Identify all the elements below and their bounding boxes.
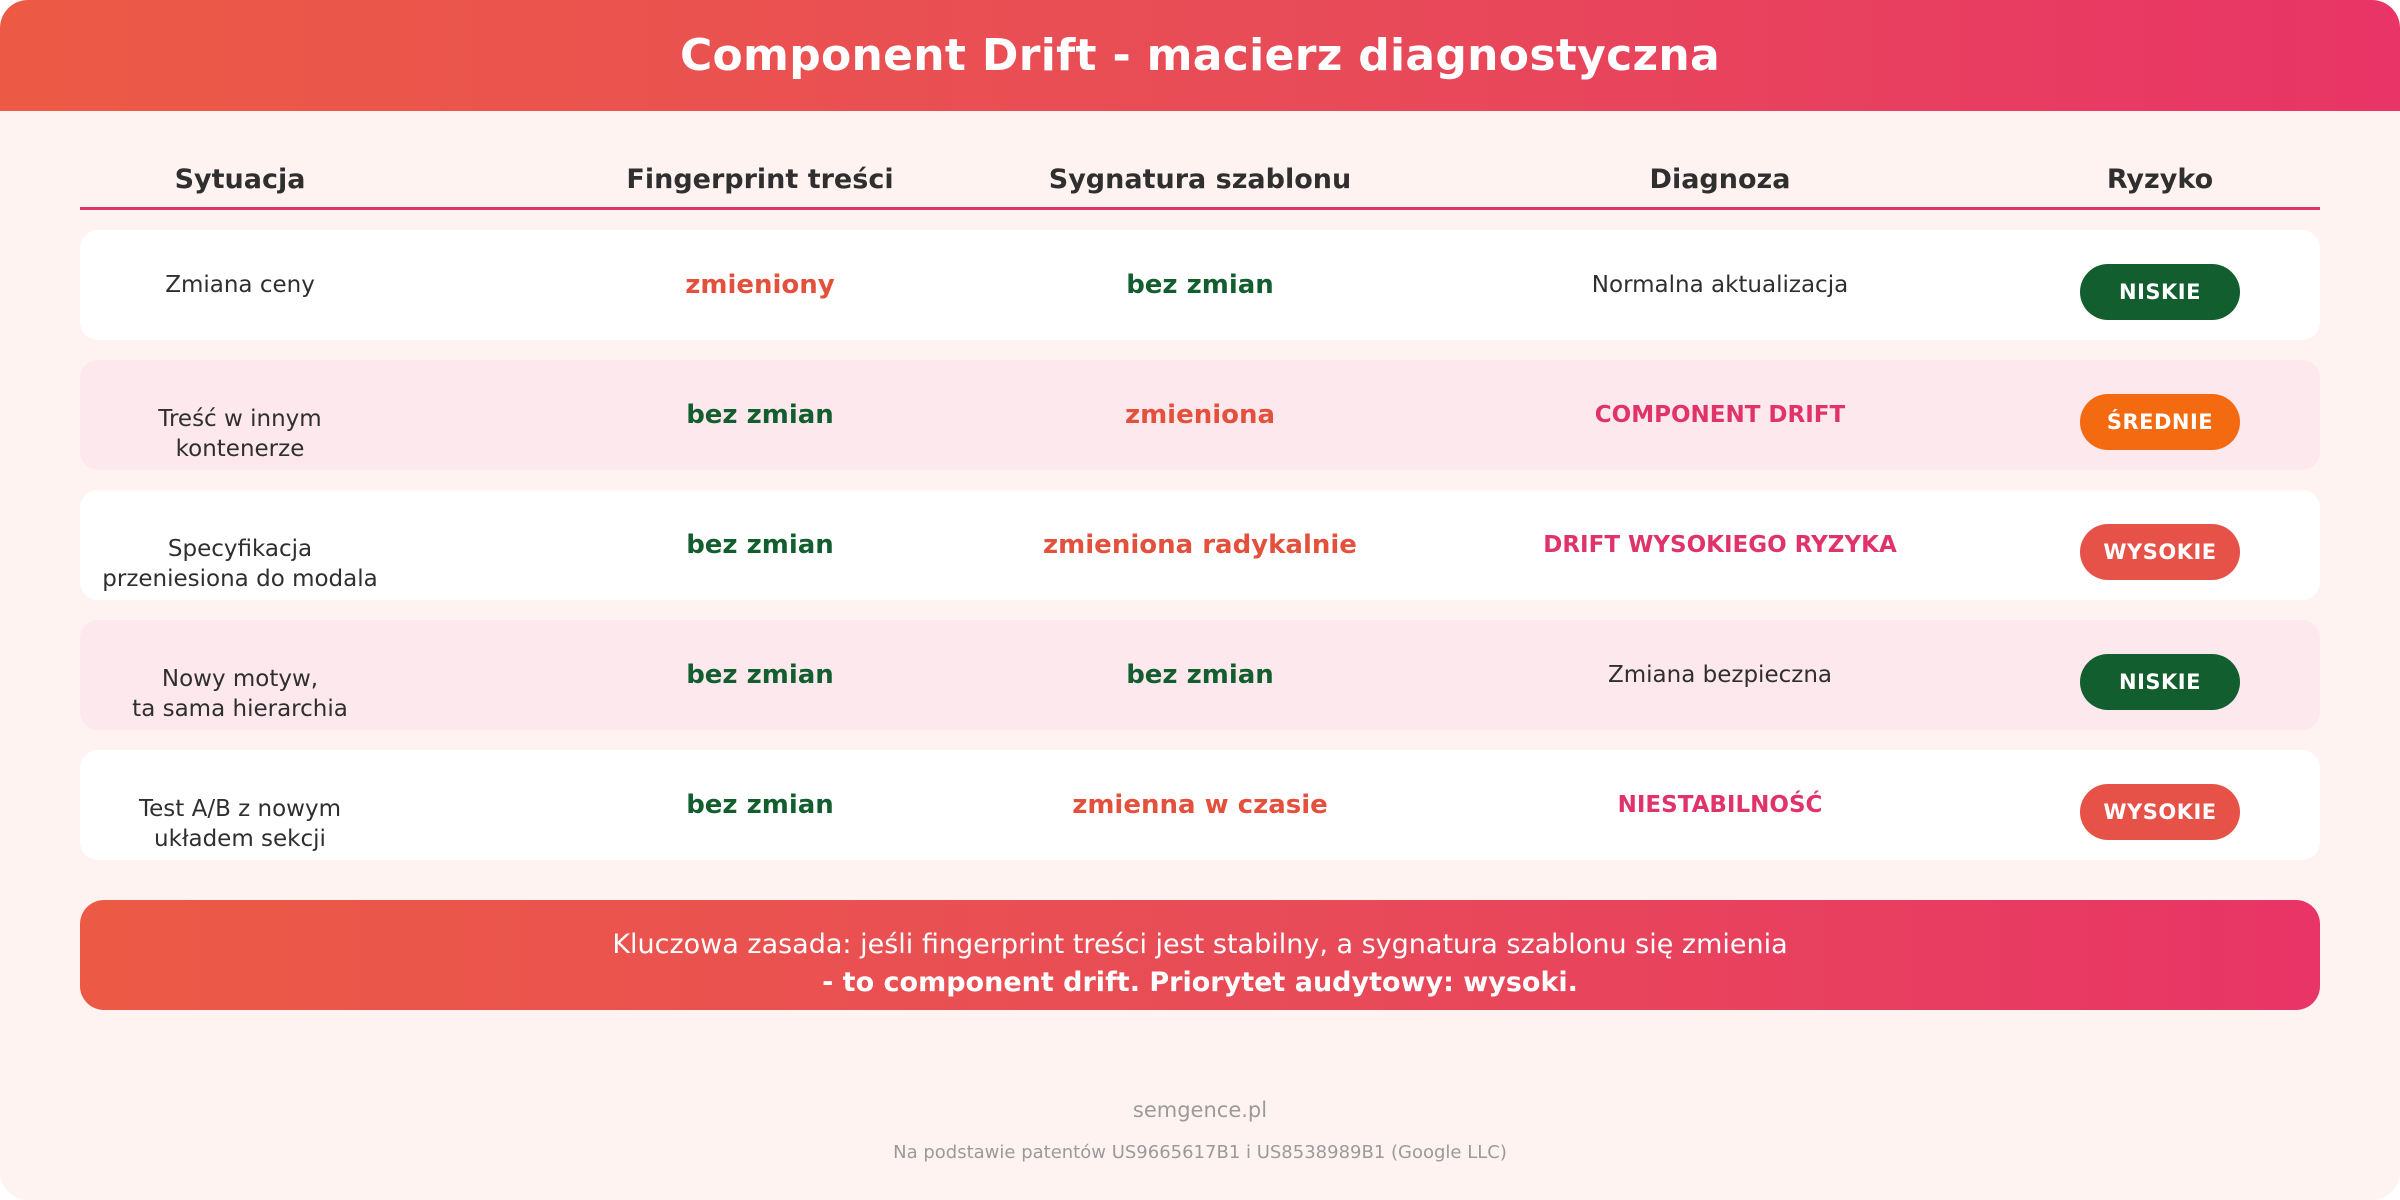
table-row xyxy=(80,230,2320,340)
risk-badge: ŚREDNIE xyxy=(2080,394,2240,450)
footer-site: semgence.pl xyxy=(1132,1098,1268,1122)
fingerprint-cell: bez zmian xyxy=(686,660,834,690)
diagnosis-cell: DRIFT WYSOKIEGO RYZYKA xyxy=(1543,532,1897,558)
situation-line: układem sekcji xyxy=(154,826,326,852)
situation-line: Nowy motyw, xyxy=(161,666,319,692)
risk-badge: NISKIE xyxy=(2080,654,2240,710)
situation-cell xyxy=(132,664,348,724)
table-row xyxy=(80,750,2320,860)
situation-line: ta sama hierarchia xyxy=(132,696,348,722)
template-signature-cell: bez zmian xyxy=(1126,660,1274,690)
diagnosis-cell: COMPONENT DRIFT xyxy=(1594,402,1846,428)
situation-line: Treść w innym xyxy=(158,406,322,432)
risk-badge: NISKIE xyxy=(2080,264,2240,320)
situation-line: Specyfikacja xyxy=(167,536,313,562)
fingerprint-cell: bez zmian xyxy=(686,400,834,430)
table-row xyxy=(80,620,2320,730)
template-signature-cell: zmieniona radykalnie xyxy=(1043,530,1357,560)
fingerprint-cell: bez zmian xyxy=(686,790,834,820)
template-signature-cell: bez zmian xyxy=(1126,270,1274,300)
header-divider xyxy=(80,207,2320,210)
column-header-template: Sygnatura szablonu xyxy=(1048,164,1352,195)
situation-cell xyxy=(139,794,341,854)
page-title: Component Drift - macierz diagnostyczna xyxy=(679,30,1721,81)
column-header-fingerprint: Fingerprint treści xyxy=(626,164,894,195)
situation-line: kontenerze xyxy=(175,436,305,462)
situation-cell xyxy=(102,534,377,594)
risk-badge: WYSOKIE xyxy=(2080,524,2240,580)
risk-badge: WYSOKIE xyxy=(2080,784,2240,840)
column-header-risk: Ryzyko xyxy=(2106,164,2214,195)
diagnosis-cell: NIESTABILNOŚĆ xyxy=(1617,792,1823,818)
fingerprint-cell: bez zmian xyxy=(686,530,834,560)
column-header-situation: Sytuacja xyxy=(174,164,306,195)
fingerprint-cell: zmieniony xyxy=(685,270,835,300)
footer-source: Na podstawie patentów US9665617B1 i US8538989B1 (Google LLC) xyxy=(893,1142,1507,1163)
column-header-diagnosis: Diagnoza xyxy=(1649,164,1791,195)
table-row xyxy=(80,490,2320,600)
table-row xyxy=(80,360,2320,470)
situation-line: Test A/B z nowym xyxy=(138,796,342,822)
situation-line: Zmiana ceny xyxy=(165,272,315,298)
template-signature-cell: zmieniona xyxy=(1124,400,1276,430)
diagnosis-cell: Normalna aktualizacja xyxy=(1591,272,1849,298)
situation-cell xyxy=(165,270,315,300)
template-signature-cell: zmienna w czasie xyxy=(1072,790,1328,820)
situation-cell xyxy=(158,404,321,464)
key-principle-line-1: Kluczowa zasada: jeśli fingerprint treści jest stabilny, a sygnatura szablonu się zmienia xyxy=(612,929,1788,960)
situation-line: przeniesiona do modala xyxy=(102,566,378,592)
key-principle-line-2: - to component drift. Priorytet audytowy: wysoki. xyxy=(822,967,1578,998)
diagnosis-cell: Zmiana bezpieczna xyxy=(1608,662,1832,688)
title-banner xyxy=(0,0,2400,111)
key-principle-banner xyxy=(80,900,2320,1010)
